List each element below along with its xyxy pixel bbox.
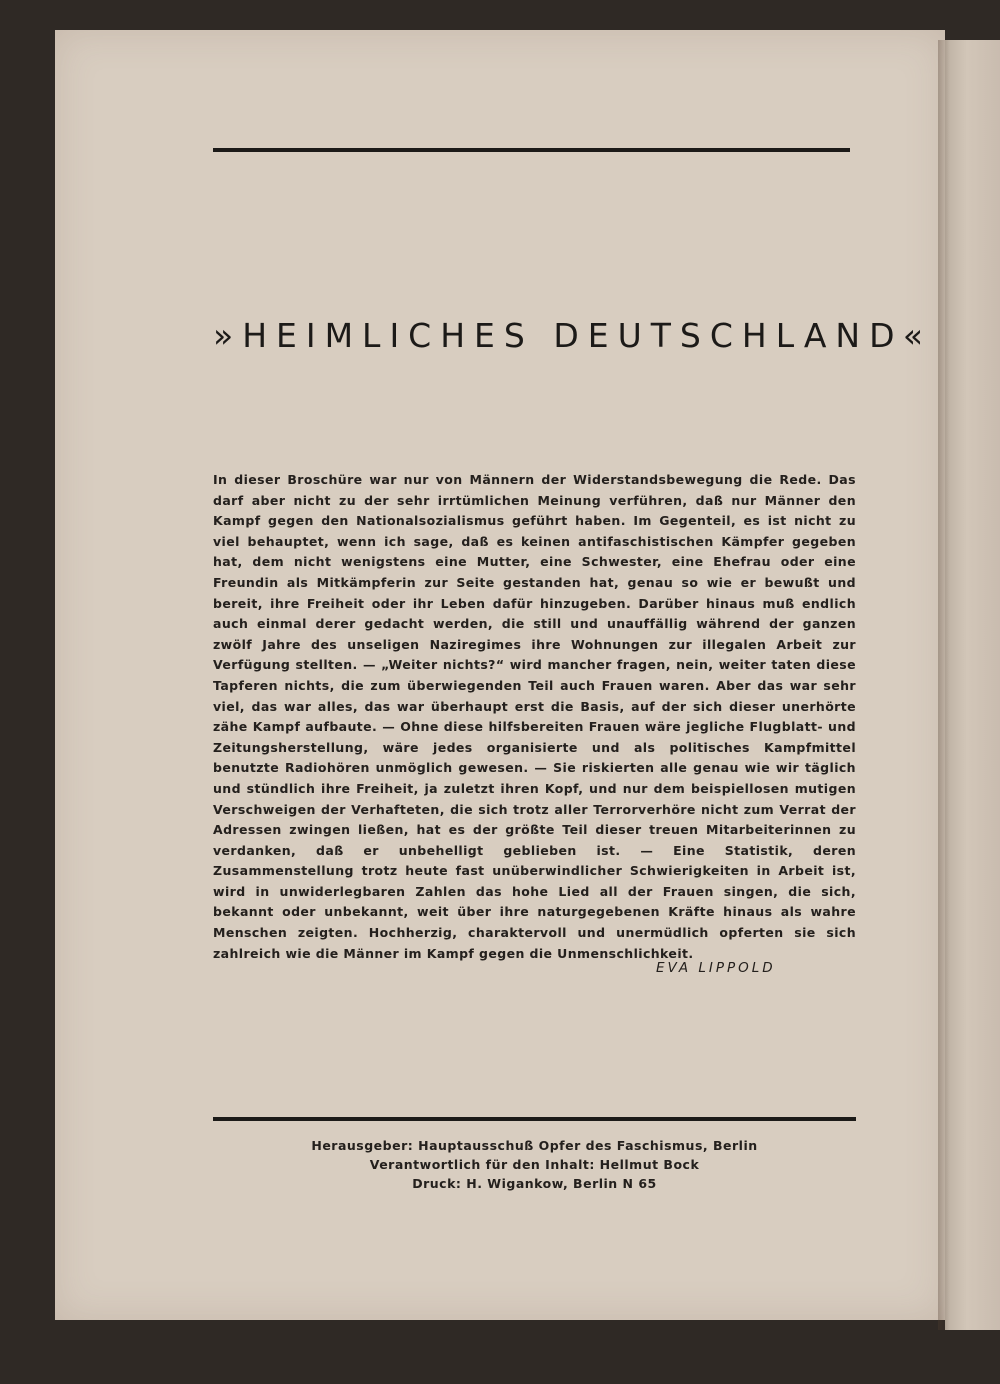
page-gutter-shadow (938, 40, 950, 1330)
page-title: »HEIMLICHES DEUTSCHLAND« (213, 316, 933, 355)
top-rule (213, 148, 850, 152)
imprint-publisher: Herausgeber: Hauptausschuß Opfer des Faschismus, Berlin (311, 1138, 758, 1153)
imprint-responsible: Verantwortlich für den Inhalt: Hellmut Bock (369, 1157, 700, 1172)
facing-page-edge (945, 40, 1000, 1330)
imprint-printer: Druck: H. Wigankow, Berlin N 65 (412, 1176, 657, 1191)
imprint (213, 1136, 856, 1193)
bottom-rule (213, 1117, 856, 1121)
body-paragraph: In dieser Broschüre war nur von Männern der Widerstandsbewegung die Rede. Das darf aber nicht zu der sehr irrtümlichen Meinung verführen, daß nur Männer den Kampf gegen den Nationalsozialismus geführt haben. Im Gegenteil, es ist nicht zu viel behauptet, wenn ich sage, daß es keinen antifaschistischen Kämpfer gegeben hat, dem nicht wenigstens eine Mutter, eine Schwester, eine Ehefrau oder eine Freundin als Mitkämpferin zur Seite gestanden hat, genau so wie er bewußt und bereit, ihre Freiheit oder ihr Leben dafür hinzugeben. Darüber hinaus muß endlich auch einmal derer gedacht werden, die still und unauffällig während der ganzen zwölf Jahre des unseligen Naziregimes ihre Wohnungen zur illegalen Arbeit zur Verfügung stellten. — „Weiter nichts?“ wird mancher fragen, nein, weiter taten diese Tapferen nichts, die zum überwiegenden Teil auch Frauen waren. Aber das war sehr viel, das war alles, das war überhaupt erst die Basis, auf der sich dieser unerhörte zähe Kampf aufbaute. — Ohne diese hilfsbereiten Frauen wäre jegliche Flugblatt- und Zeitungsherstellung, wäre jedes organisierte und als politisches Kampfmittel benutzte Radiohören unmöglich gewesen. — Sie riskierten alle genau wie wir täglich und stündlich ihre Freiheit, ja zuletzt ihren Kopf, und nur dem beispiellosen mutigen Verschweigen der Verhafteten, die sich trotz aller Terrorverhöre nicht zum Verrat der Adressen zwingen ließen, hat es der größte Teil dieser treuen Mitarbeiterinnen zu verdanken, daß er unbehelligt geblieben ist. — Eine Statistik, deren Zusammenstellung trotz heute fast unüberwindlicher Schwierigkeiten in Arbeit ist, wird in unwiderlegbaren Zahlen das hohe Lied all der Frauen singen, die sich, bekannt oder unbekannt, weit über ihre naturgegebenen Kräfte hinaus als wahre Menschen zeigten. Hochherzig, charaktervoll und unermüdlich opferten sie sich zahlreich wie die Männer im Kampf gegen die Unmenschlichkeit. (213, 472, 856, 961)
author-signature: EVA LIPPOLD (656, 960, 776, 976)
